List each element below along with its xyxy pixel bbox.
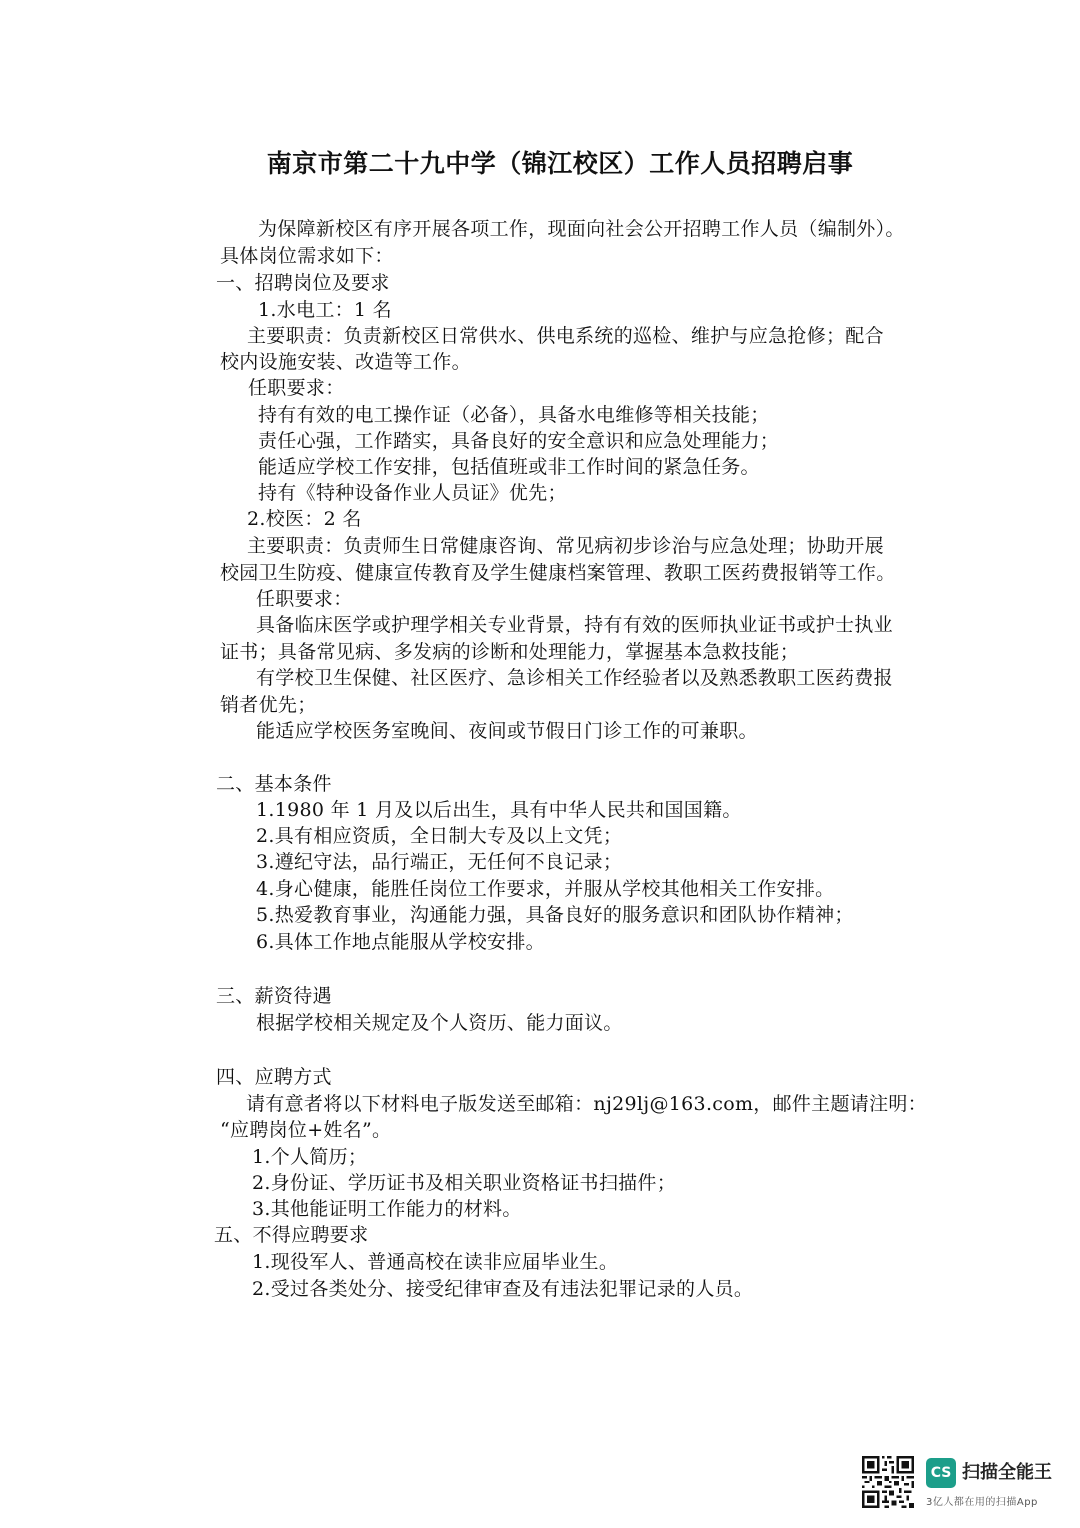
scanner-slogan: 3亿人都在用的扫描App [926, 1497, 1038, 1508]
section5-item-1: 1.现役军人、普通高校在读非应届毕业生。 [252, 1251, 619, 1273]
position1-duties-line-1: 主要职责：负责新校区日常供水、供电系统的巡检、维护与应急抢修；配合 [247, 325, 884, 347]
intro-line-2: 具体岗位需求如下： [220, 245, 394, 267]
document-title: 南京市第二十九中学（锦江校区）工作人员招聘启事 [266, 149, 854, 178]
position1-req-3: 能适应学校工作安排，包括值班或非工作时间的紧急任务。 [258, 456, 760, 478]
position2-req-5: 能适应学校医务室晚间、夜间或节假日门诊工作的可兼职。 [256, 720, 758, 742]
section2-item-2: 2.具有相应资质，全日制大专及以上文凭； [256, 825, 623, 847]
position1-req-4: 持有《特种设备作业人员证》优先； [258, 482, 567, 504]
section4-text-line-2: “应聘岗位+姓名”。 [220, 1119, 392, 1141]
position1-req-1: 持有有效的电工操作证（必备），具备水电维修等相关技能； [258, 404, 770, 426]
section5-heading: 五、不得应聘要求 [214, 1224, 369, 1246]
position1-req-2: 责任心强，工作踏实，具备良好的安全意识和应急处理能力； [258, 430, 780, 452]
section4-item-3: 3.其他能证明工作能力的材料。 [252, 1198, 522, 1220]
position1-title: 1.水电工：1 名 [258, 299, 392, 321]
section4-item-2: 2.身份证、学历证书及相关职业资格证书扫描件； [252, 1172, 677, 1194]
position2-title: 2.校医：2 名 [247, 508, 362, 530]
position2-duties-line-1: 主要职责：负责师生日常健康咨询、常见病初步诊治与应急处理；协助开展 [247, 535, 884, 557]
scanner-brand-name: 扫描全能王 [962, 1462, 1052, 1483]
intro-line-1: 为保障新校区有序开展各项工作，现面向社会公开招聘工作人员（编制外）。 [258, 218, 905, 240]
position1-duties-line-2: 校内设施安装、改造等工作。 [220, 351, 471, 373]
position1-req-label: 任职要求： [248, 377, 345, 399]
section3-heading: 三、薪资待遇 [216, 985, 332, 1007]
position2-req-4: 销者优先； [220, 694, 317, 716]
section2-item-4: 4.身心健康，能胜任岗位工作要求，并服从学校其他相关工作安排。 [256, 878, 835, 900]
position2-req-2: 证书；具备常见病、多发病的诊断和处理能力，掌握基本急救技能； [220, 641, 800, 663]
section2-item-1: 1.1980 年 1 月及以后出生，具有中华人民共和国国籍。 [256, 799, 742, 821]
section2-item-5: 5.热爱教育事业，沟通能力强，具备良好的服务意识和团队协作精神； [256, 904, 854, 926]
scanner-watermark [862, 1456, 1062, 1512]
section4-text-line-1: 请有意者将以下材料电子版发送至邮箱：nj29lj@163.com，邮件主题请注明： [246, 1093, 927, 1115]
position2-req-1: 具备临床医学或护理学相关专业背景，持有有效的医师执业证书或护士执业 [256, 614, 893, 636]
section2-item-3: 3.遵纪守法，品行端正，无任何不良记录； [256, 851, 623, 873]
section1-heading: 一、招聘岗位及要求 [216, 272, 390, 294]
camscanner-logo-icon: CS [926, 1458, 956, 1488]
section5-item-2: 2.受过各类处分、接受纪律审查及有违法犯罪记录的人员。 [252, 1278, 754, 1300]
position2-req-label: 任职要求： [256, 588, 353, 610]
section3-text: 根据学校相关规定及个人资历、能力面议。 [256, 1012, 623, 1034]
qr-code-icon [862, 1456, 914, 1508]
section4-item-1: 1.个人简历； [252, 1146, 368, 1168]
position2-duties-line-2: 校园卫生防疫、健康宣传教育及学生健康档案管理、教职工医药费报销等工作。 [220, 562, 896, 584]
section2-item-6: 6.具体工作地点能服从学校安排。 [256, 931, 545, 953]
section2-heading: 二、基本条件 [216, 773, 332, 795]
position2-req-3: 有学校卫生保健、社区医疗、急诊相关工作经验者以及熟悉教职工医药费报 [256, 667, 893, 689]
section4-heading: 四、应聘方式 [216, 1066, 332, 1088]
